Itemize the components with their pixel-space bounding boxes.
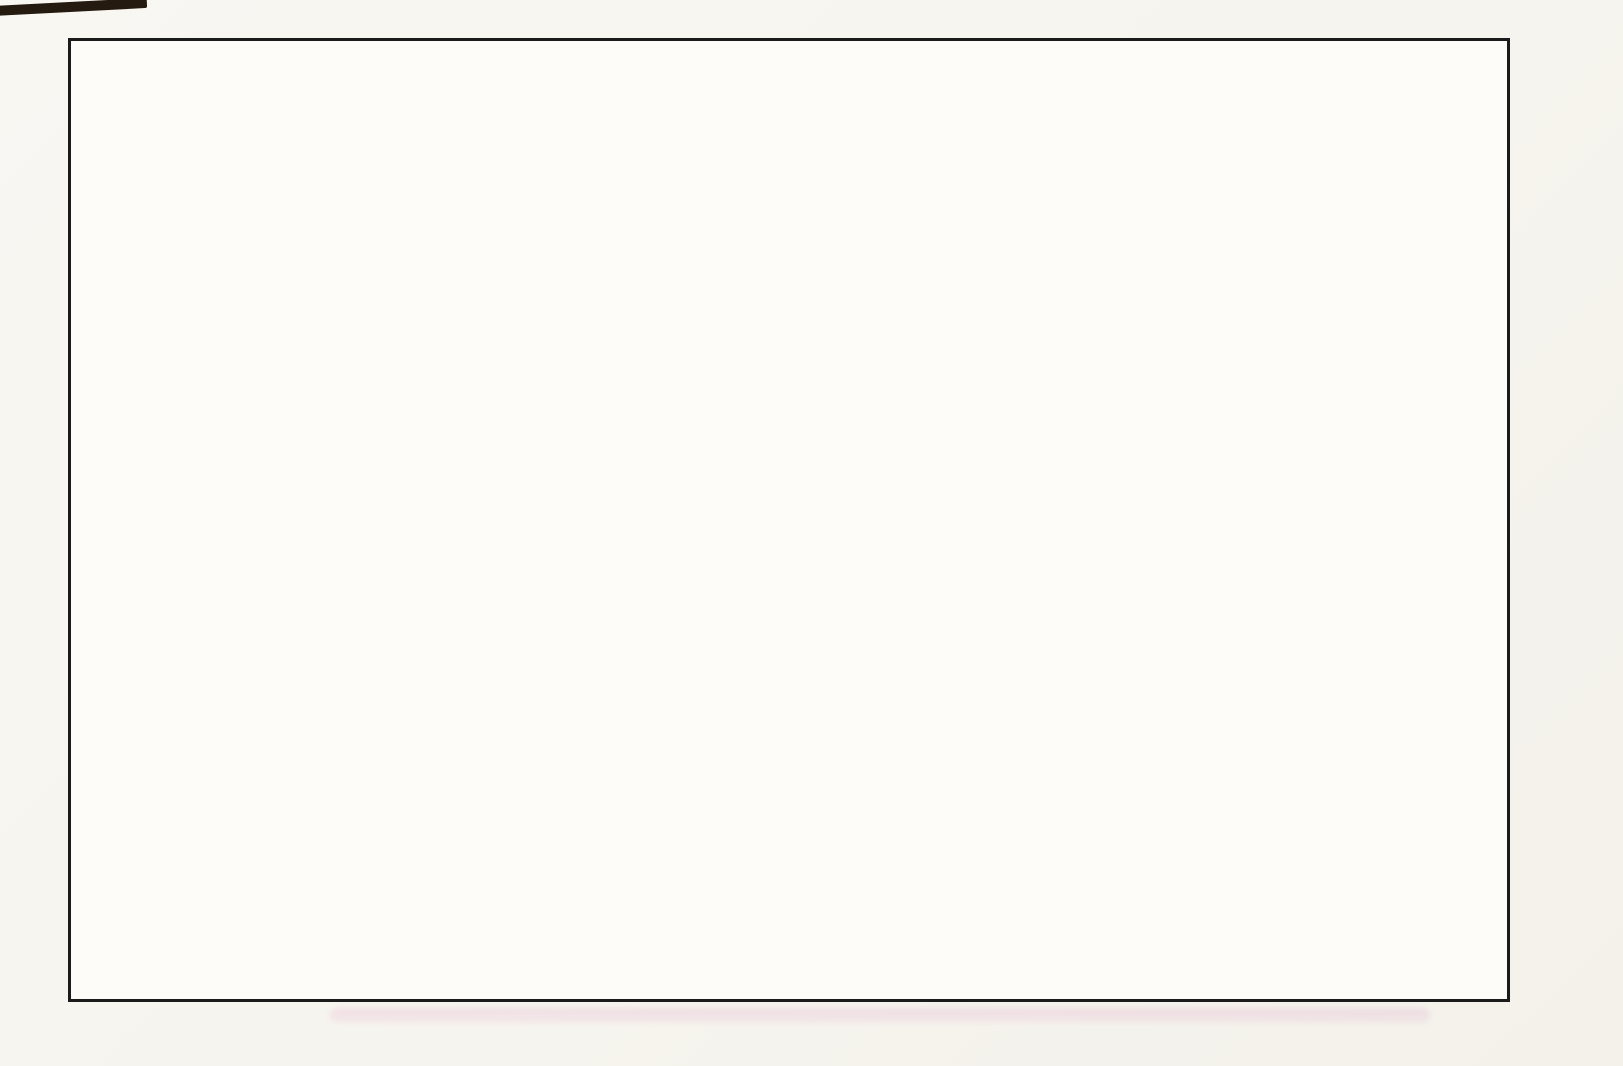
ornament-border-top bbox=[44, 0, 1623, 40]
bleed-through-smudge bbox=[330, 1008, 1430, 1023]
ornament-border-right bbox=[1565, 0, 1597, 1066]
ornament-border-left bbox=[30, 22, 62, 1042]
lesson-plan-table bbox=[68, 38, 1510, 1002]
